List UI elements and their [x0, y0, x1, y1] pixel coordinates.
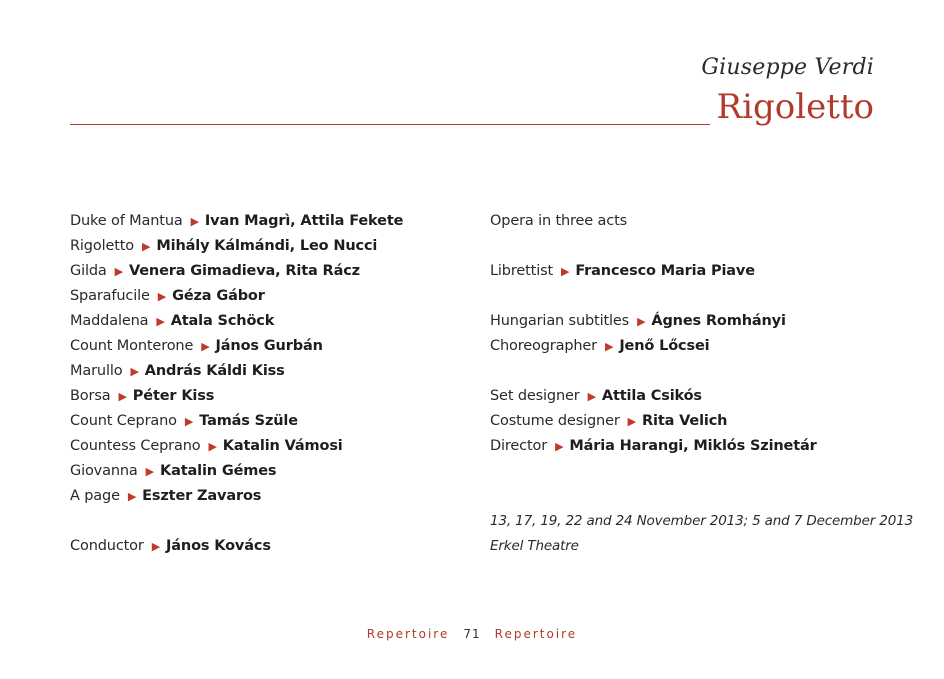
director-line [490, 434, 890, 459]
spacer [490, 484, 890, 509]
credit-name: Ivan Magrì, Attila Fekete [204, 213, 404, 229]
arrow-icon: ▶ [587, 390, 596, 403]
credit-role: Choreographer [490, 338, 597, 354]
credit-name: Attila Csikós [601, 388, 702, 404]
title-rule [70, 124, 710, 125]
librettist-line [490, 259, 890, 284]
credit-role: Gilda [70, 263, 107, 279]
subtitles-line [490, 309, 890, 334]
arrow-icon: ▶ [156, 315, 165, 328]
credit-role: Rigoletto [70, 238, 135, 254]
footer-section-left: Repertoire [366, 627, 450, 641]
credit-role: Librettist [490, 263, 554, 279]
cast-column [70, 209, 450, 559]
credit-name: Francesco Maria Piave [575, 263, 755, 279]
credit-name: Tamás Szüle [199, 413, 298, 429]
credit-name: Katalin Vámosi [222, 438, 343, 454]
cast-row [70, 409, 450, 434]
production-column [490, 209, 914, 559]
credit-name: Venera Gimadieva, Rita Rácz [128, 263, 360, 279]
credit-role: A page [70, 488, 120, 504]
credit-role: Maddalena [70, 313, 149, 329]
credit-name: Ágnes Romhányi [651, 313, 786, 329]
credit-role: Conductor [70, 538, 144, 554]
credit-name: Rita Velich [641, 413, 728, 429]
arrow-icon: ▶ [114, 265, 123, 278]
venue-text: Erkel Theatre [490, 538, 579, 554]
page-number: 71 [463, 627, 481, 641]
cast-row [70, 459, 450, 484]
composer-name: Giuseppe Verdi [701, 55, 874, 80]
arrow-icon: ▶ [561, 265, 570, 278]
arrow-icon: ▶ [151, 540, 161, 553]
credit-name: Mária Harangi, Miklós Szinetár [569, 438, 817, 454]
set-designer-line [490, 384, 890, 409]
conductor-line [70, 534, 450, 559]
credit-role: Sparafucile [70, 288, 150, 304]
credit-name: Jenő Lőcsei [619, 338, 710, 354]
page-footer [0, 627, 944, 641]
credit-role: Countess Ceprano [70, 438, 201, 454]
arrow-icon: ▶ [118, 390, 127, 403]
credit-role: Set designer [490, 388, 580, 404]
footer-section-right: Repertoire [494, 627, 578, 641]
arrow-icon: ▶ [190, 215, 199, 228]
credit-name: Péter Kiss [132, 388, 215, 404]
spacer [490, 459, 890, 484]
performance-dates [490, 509, 914, 534]
cast-row [70, 259, 450, 284]
choreographer-line [490, 334, 890, 359]
spacer [490, 359, 890, 384]
cast-row [70, 284, 450, 309]
spacer [70, 509, 450, 534]
credit-name: Géza Gábor [172, 288, 265, 304]
arrow-icon: ▶ [157, 290, 167, 303]
arrow-icon: ▶ [627, 415, 636, 428]
credit-role: Borsa [70, 388, 111, 404]
venue [490, 534, 890, 559]
spacer [490, 234, 890, 259]
credit-role: Costume designer [490, 413, 620, 429]
opera-type-text: Opera in three acts [490, 213, 628, 229]
credit-role: Hungarian subtitles [490, 313, 630, 329]
cast-row [70, 234, 450, 259]
costume-designer-line [490, 409, 890, 434]
credit-role: Duke of Mantua [70, 213, 183, 229]
arrow-icon: ▶ [130, 365, 139, 378]
credit-role: Giovanna [70, 463, 138, 479]
arrow-icon: ▶ [184, 415, 194, 428]
dates-text: 13, 17, 19, 22 and 24 November 2013; 5 and 7 December 2013 [490, 513, 914, 529]
credit-name: János Gurbán [215, 338, 323, 354]
credit-name: Mihály Kálmándi, Leo Nucci [156, 238, 378, 254]
arrow-icon: ▶ [142, 240, 151, 253]
cast-row [70, 209, 450, 234]
credit-name: János Kovács [166, 538, 271, 554]
arrow-icon: ▶ [201, 340, 210, 353]
credit-role: Marullo [70, 363, 123, 379]
opera-type [490, 209, 890, 234]
cast-row [70, 359, 450, 384]
credit-name: Katalin Gémes [159, 463, 277, 479]
cast-row [70, 334, 450, 359]
cast-row [70, 484, 450, 509]
arrow-icon: ▶ [208, 440, 217, 453]
arrow-icon: ▶ [637, 315, 646, 328]
credit-name: Eszter Zavaros [142, 488, 262, 504]
arrow-icon: ▶ [145, 465, 154, 478]
credit-role: Count Monterone [70, 338, 194, 354]
cast-row [70, 309, 450, 334]
credit-role: Director [490, 438, 548, 454]
credit-name: Atala Schöck [170, 313, 275, 329]
arrow-icon: ▶ [605, 340, 614, 353]
cast-list [70, 209, 450, 509]
credit-role: Count Ceprano [70, 413, 177, 429]
arrow-icon: ▶ [127, 490, 137, 503]
cast-row [70, 384, 450, 409]
cast-row [70, 434, 450, 459]
arrow-icon: ▶ [555, 440, 564, 453]
credit-name: András Káldi Kiss [144, 363, 285, 379]
spacer [490, 284, 890, 309]
opera-title: Rigoletto [716, 87, 874, 127]
